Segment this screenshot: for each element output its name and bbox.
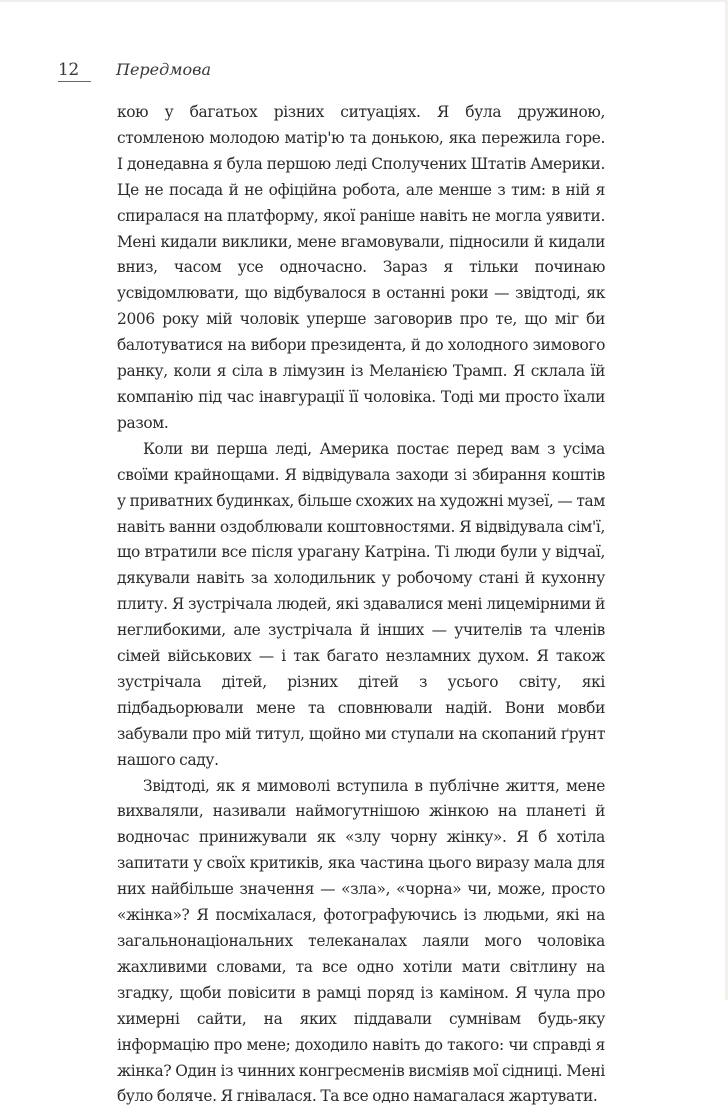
paragraph-first-lady-america: Коли ви перша леді, Америка постає перед вам з усіма своїми крайнощами. Я відвідувала заходи зі збирання коштів у приватних будинках, більше схожих на художні музеї, — там навіть ванни оздоблювали коштовностями. Я відвідувала сім'ї, що втратили все після урагану Катріна. Ті люди були у відчаї, дякували навіть за холодильник у робочому стані й кухонну плиту. Я зустрічала людей, які здавалися мені лицемірними й неглибокими, але зустрічала й інших — учителів та членів сімей військових — і так багато незламних духом. Я також зустрічала дітей, різних дітей з усього світу, які підбадьорювали мене та сповнювали надій. Вони мовби забували про мій титул, щойно ми ступали на скопаний ґрунт нашого саду.: [117, 439, 605, 769]
page-edge-top: [0, 0, 728, 2]
paragraph-public-life: Звідтоді, як я мимоволі вступила в публічне життя, мене вихваляли, називали наймогутнішою жінкою на планеті й водночас принижували як «злу чорну жінку». Я б хотіла запитати у своїх критиків, яка частина цього виразу мала для них найбільше значення — «зла», «чорна» чи, може, просто «жінка»? Я посміхалася, фотографуючись із людьми, які на загальнонаціональних телеканалах лаяли мого чоловіка жахливими словами, та все одно хотіли мати світлину на згадку, щоби повісити в рамці поряд із каміном. Я чула про химерні сайти, на яких піддавали сумнівам будь-яку інформацію про мене; доходило навіть до такого: чи справді я жінка? Один із чинних конгресменів висміяв мої сідниці. Мені було боляче. Я гнівалася. Та все одно намагалася жартувати.: [117, 776, 605, 1106]
page-number-rule: [58, 81, 91, 82]
running-head: [58, 58, 668, 88]
page-number: 12: [58, 60, 79, 80]
section-title: Передмова: [116, 60, 212, 79]
paragraph-continued: кою у багатьох різних ситуаціях. Я була дружиною, стомленою молодою матір'ю та донькою, яка пережила горе. І донедавна я була першою леді Сполучених Штатів Америки. Це не посада й не офіційна робота, але менше з тим: в ній я спиралася на платформу, якої раніше навіть не могла уявити. Мені кидали виклики, мене вгамовували, підносили й кидали вниз, часом усе одночасно. Зараз я тільки починаю усвідомлювати, що відбувалося в останні роки — звідтоді, як 2006 року мій чоловік уперше заговорив про те, що міг би балотуватися на вибори президента, й до холодного зимового ранку, коли я сіла в лімузин із Меланією Трамп. Я склала їй компанію під час інавгурації її чоловіка. Тоді ми просто їхали разом.: [117, 103, 605, 432]
body-text: [117, 100, 605, 1110]
